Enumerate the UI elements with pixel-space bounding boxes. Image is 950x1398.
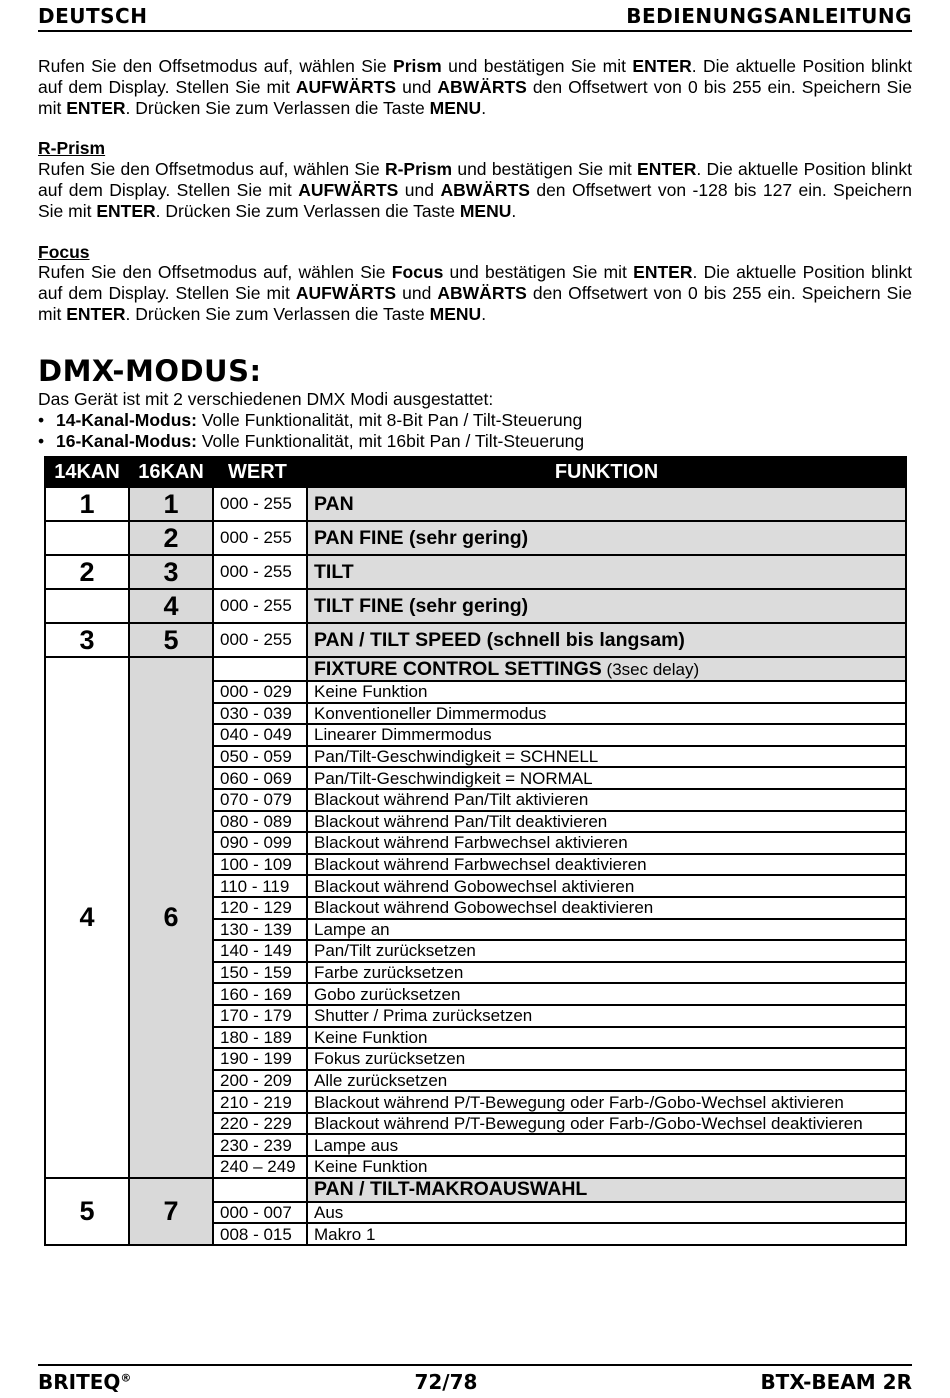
value-range <box>213 657 307 681</box>
value-range: 160 - 169 <box>213 983 307 1005</box>
function-label: Konventioneller Dimmermodus <box>307 703 906 725</box>
value-range: 008 - 015 <box>213 1223 307 1245</box>
function-label: Makro 1 <box>307 1223 906 1245</box>
function-label: Blackout während P/T-Bewegung oder Farb-/Gobo-Wechsel aktivieren <box>307 1091 906 1113</box>
function-label: Linearer Dimmermodus <box>307 724 906 746</box>
table-row <box>45 555 906 589</box>
dmx-intro: Das Gerät ist mit 2 verschiedenen DMX Modi ausgestattet: <box>38 388 494 409</box>
function-label: Farbe zurücksetzen <box>307 962 906 984</box>
channel-14: 4 <box>45 657 129 1178</box>
table-body <box>45 487 906 1245</box>
header-14kan: 14KAN <box>45 457 129 487</box>
group-title-text: PAN / TILT-MAKROAUSWAHL <box>314 1178 588 1201</box>
value-range: 060 - 069 <box>213 767 307 789</box>
table-row <box>45 521 906 555</box>
function-label: Lampe aus <box>307 1134 906 1156</box>
footer-page-number: 72/78 <box>414 1370 478 1394</box>
group-title <box>307 1178 906 1202</box>
value-range: 140 - 149 <box>213 940 307 962</box>
value-range: 130 - 139 <box>213 919 307 941</box>
group-title-note: (3sec delay) <box>601 659 700 679</box>
list-item: • 16-Kanal-Modus: Volle Funktionalität, mit 16bit Pan / Tilt-Steuerung <box>38 431 912 453</box>
channel-14: 5 <box>45 1178 129 1245</box>
channel-14 <box>45 521 129 555</box>
function-label: Keine Funktion <box>307 681 906 703</box>
value-range: 080 - 089 <box>213 811 307 833</box>
function-label: Blackout während Gobowechsel deaktivieren <box>307 897 906 919</box>
value-range: 000 - 255 <box>213 521 307 555</box>
dmx-channel-table <box>44 456 907 1246</box>
function-label: PAN <box>307 487 906 521</box>
table-row <box>45 1178 906 1202</box>
header-title: BEDIENUNGSANLEITUNG <box>626 4 912 28</box>
value-range: 000 - 255 <box>213 555 307 589</box>
header-16kan: 16KAN <box>129 457 213 487</box>
function-label: Blackout während Farbwechsel aktivieren <box>307 832 906 854</box>
footer-brand: BRITEQ® <box>38 1370 132 1394</box>
function-label: TILT <box>307 555 906 589</box>
table-row <box>45 487 906 521</box>
function-label: Pan/Tilt-Geschwindigkeit = SCHNELL <box>307 746 906 768</box>
channel-14 <box>45 589 129 623</box>
rprism-heading: R-Prism <box>38 138 106 159</box>
value-range: 210 - 219 <box>213 1091 307 1113</box>
value-range <box>213 1178 307 1202</box>
prism-paragraph: Rufen Sie den Offsetmodus auf, wählen Sie Prism und bestätigen Sie mit ENTER. Die aktuelle Position blinkt auf dem Display. Stellen Sie mit AUFWÄRTS und ABWÄRTS den Offsetwert von 0 bis 255 ein. Speichern Sie mit ENTER. Drücken Sie zum Verlassen die Taste MENU. <box>38 56 912 118</box>
focus-paragraph: Rufen Sie den Offsetmodus auf, wählen Sie Focus und bestätigen Sie mit ENTER. Die aktuelle Position blinkt auf dem Display. Stellen Sie mit AUFWÄRTS und ABWÄRTS den Offsetwert von 0 bis 255 ein. Speichern Sie mit ENTER. Drücken Sie zum Verlassen die Taste MENU. <box>38 262 912 324</box>
value-range: 200 - 209 <box>213 1070 307 1092</box>
channel-16: 6 <box>129 657 213 1178</box>
channel-16: 1 <box>129 487 213 521</box>
value-range: 220 - 229 <box>213 1113 307 1135</box>
value-range: 120 - 129 <box>213 897 307 919</box>
function-label: Blackout während P/T-Bewegung oder Farb-/Gobo-Wechsel deaktivieren <box>307 1113 906 1135</box>
value-range: 070 - 079 <box>213 789 307 811</box>
function-label: Shutter / Prima zurücksetzen <box>307 1005 906 1027</box>
channel-14: 3 <box>45 623 129 657</box>
channel-16: 4 <box>129 589 213 623</box>
page-header <box>38 2 912 32</box>
value-range: 100 - 109 <box>213 854 307 876</box>
channel-16: 3 <box>129 555 213 589</box>
value-range: 050 - 059 <box>213 746 307 768</box>
value-range: 000 - 255 <box>213 589 307 623</box>
table-header-row <box>45 457 906 487</box>
value-range: 030 - 039 <box>213 703 307 725</box>
function-label: Pan/Tilt-Geschwindigkeit = NORMAL <box>307 767 906 789</box>
function-label: Alle zurücksetzen <box>307 1070 906 1092</box>
table-row <box>45 589 906 623</box>
header-funktion: FUNKTION <box>307 457 906 487</box>
function-label: Lampe an <box>307 919 906 941</box>
function-label: Blackout während Pan/Tilt aktivieren <box>307 789 906 811</box>
value-range: 110 - 119 <box>213 875 307 897</box>
function-label: Gobo zurücksetzen <box>307 983 906 1005</box>
function-label: Blackout während Farbwechsel deaktivieren <box>307 854 906 876</box>
function-label: PAN FINE (sehr gering) <box>307 521 906 555</box>
channel-16: 5 <box>129 623 213 657</box>
function-label: PAN / TILT SPEED (schnell bis langsam) <box>307 623 906 657</box>
table-row <box>45 623 906 657</box>
table-row <box>45 657 906 681</box>
function-label: Fokus zurücksetzen <box>307 1048 906 1070</box>
value-range: 000 - 255 <box>213 623 307 657</box>
value-range: 190 - 199 <box>213 1048 307 1070</box>
channel-16: 2 <box>129 521 213 555</box>
group-title-text: FIXTURE CONTROL SETTINGS <box>314 657 602 680</box>
focus-heading: Focus <box>38 241 90 262</box>
channel-16: 7 <box>129 1178 213 1245</box>
group-title <box>307 657 906 681</box>
function-label: TILT FINE (sehr gering) <box>307 589 906 623</box>
value-range: 000 - 029 <box>213 681 307 703</box>
function-label: Blackout während Gobowechsel aktivieren <box>307 875 906 897</box>
value-range: 240 – 249 <box>213 1156 307 1178</box>
header-wert: WERT <box>213 457 307 487</box>
value-range: 000 - 255 <box>213 487 307 521</box>
header-language: DEUTSCH <box>38 4 148 28</box>
function-label: Blackout während Pan/Tilt deaktivieren <box>307 811 906 833</box>
value-range: 230 - 239 <box>213 1134 307 1156</box>
function-label: Keine Funktion <box>307 1156 906 1178</box>
channel-14: 1 <box>45 487 129 521</box>
function-label: Aus <box>307 1202 906 1224</box>
dmx-mode-list <box>38 410 912 453</box>
channel-14: 2 <box>45 555 129 589</box>
page-footer <box>38 1364 912 1398</box>
page-content <box>38 56 912 453</box>
function-label: Pan/Tilt zurücksetzen <box>307 940 906 962</box>
list-item: • 14-Kanal-Modus: Volle Funktionalität, mit 8-Bit Pan / Tilt-Steuerung <box>38 410 912 432</box>
value-range: 170 - 179 <box>213 1005 307 1027</box>
value-range: 150 - 159 <box>213 962 307 984</box>
footer-model: BTX-BEAM 2R <box>760 1370 912 1394</box>
dmx-mode-heading: DMX-MODUS: <box>38 353 262 388</box>
function-label: Keine Funktion <box>307 1027 906 1049</box>
value-range: 040 - 049 <box>213 724 307 746</box>
value-range: 000 - 007 <box>213 1202 307 1224</box>
value-range: 180 - 189 <box>213 1027 307 1049</box>
value-range: 090 - 099 <box>213 832 307 854</box>
rprism-paragraph: Rufen Sie den Offsetmodus auf, wählen Sie R-Prism und bestätigen Sie mit ENTER. Die aktuelle Position blinkt auf dem Display. Stellen Sie mit AUFWÄRTS und ABWÄRTS den Offsetwert von -128 bis 127 ein. Speichern Sie mit ENTER. Drücken Sie zum Verlassen die Taste MENU. <box>38 159 912 221</box>
